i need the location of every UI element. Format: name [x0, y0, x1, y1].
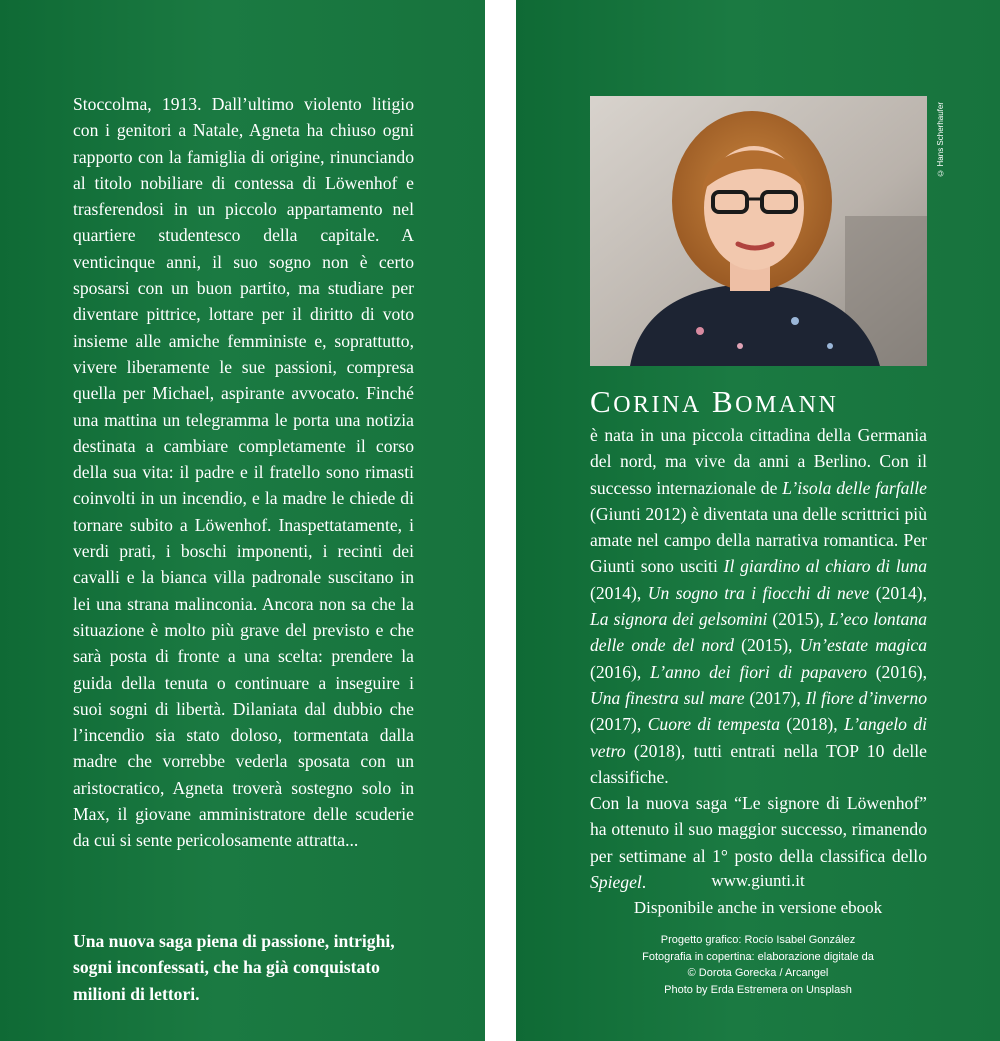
book-title: L’isola delle farfalle — [782, 477, 927, 498]
bio-text: (2018), tutti entrati nella TOP 10 delle classifiche. — [590, 740, 927, 787]
colophon-line: Fotografia in copertina: elaborazione digitale da — [642, 950, 874, 963]
book-title: Un sogno tra i fiocchi di neve — [647, 582, 870, 603]
bio-text: (2016), — [590, 661, 651, 682]
book-title: L’angelo di vetro — [590, 714, 927, 761]
author-first-rest: ORINA — [613, 392, 702, 418]
book-title: Un’estate magica — [799, 635, 928, 656]
photo-credit: © Hans Scherhaufer — [936, 102, 945, 178]
left-flap — [0, 0, 485, 1041]
author-bio — [590, 422, 927, 895]
publisher-website[interactable]: www.giunti.it — [711, 871, 805, 890]
bio-text: (2015), — [767, 609, 829, 630]
colophon-line: Progetto grafico: Rocío Isabel González — [660, 934, 856, 946]
tagline-text: Una nuova saga piena di passione, intrighi, sogni inconfessati, che ha già conquistato milioni di lettori. — [73, 931, 395, 1004]
book-title: Il fiore d’inverno — [805, 687, 927, 708]
bio-text: (2017), — [590, 714, 648, 735]
bio-text: è nata in una piccola cittadina della Germania del nord, ma vive da anni a Berlino. Con il successo internazionale de — [590, 425, 927, 498]
author-portrait-illustration — [590, 96, 927, 366]
bio-text: (2014), — [590, 582, 648, 603]
bio-text: (2015), — [733, 635, 800, 656]
author-first-initial: C — [590, 384, 614, 419]
book-title: Spiegel — [590, 872, 642, 893]
bio-paragraph-1 — [590, 422, 927, 790]
author-photo — [590, 96, 927, 366]
book-title: Una finestra sul mare — [590, 687, 745, 708]
book-title: La signora dei gelsomini — [590, 609, 768, 630]
bio-text: (2017), — [744, 687, 806, 708]
bio-text: (2016), — [866, 661, 927, 682]
bio-text: (2014), — [869, 582, 928, 603]
book-title: Cuore di tempesta — [647, 714, 780, 735]
colophon-line: © Dorota Gorecka / Arcangel — [687, 967, 829, 979]
book-title: L’eco lontana delle onde del nord — [590, 609, 927, 656]
synopsis-text: Stoccolma, 1913. Dall’ultimo violento litigio con i genitori a Natale, Agneta ha chiuso ogni rapporto con la famiglia di origine, rinunciando al titolo nobiliare di contessa di Löwenhof e trasferendosi in un piccolo appartamento nel quartiere studentesco della capitale. A venticinque anni, il suo sogno non è certo sposarsi con un buon partito, ma studiare per diventare pittrice, lottare per il diritto di voto insieme alle amiche femministe e, soprattutto, vivere liberamente le sue passioni, compresa quella per Michael, aspirante avvocato. Finché una mattina un telegramma le porta una notizia destinata a cambiare completamente il corso della sua vita: il padre e il fratello sono rimasti coinvolti in un incendio, e la madre le chiede di tornare subito a Löwenhof. Inaspettatamente, i verdi prati, i boschi imponenti, i recinti dei cavalli e la bianca villa padronale suscitano in lei una strana malinconia. Ancora non sa che la situazione è molto più grave del previsto e che sarà posta di fronte a una scelta: prendere la guida della tenuta o continuare a inseguire i suoi sogni di libertà. Dilaniata dal dubbio che l’incendio sia stato doloso, tormentata dalla madre che vorrebbe vederla sposata con un aristocratico, Agneta troverà sostegno solo in Max, il giovane amministratore delle scuderie da cui si sente pericolosamente attratta... — [73, 94, 414, 851]
bio-text: Con la nuova saga “Le signore di Löwenhof” ha ottenuto il suo maggior successo, rimanendo per settimane al 1° posto della classifica dello — [590, 793, 927, 866]
bio-text: . — [641, 872, 647, 893]
colophon-line: Photo by Erda Estremera on Unsplash — [664, 983, 852, 996]
right-flap — [516, 0, 1000, 1041]
bio-text: (Giunti 2012) è diventata una delle scrittrici più amate nel campo della narrativa romantica. Per Giunti sono usciti — [590, 503, 927, 577]
bio-text: (2018), — [780, 714, 845, 735]
author-name — [590, 384, 950, 420]
author-last-rest: OMANN — [735, 392, 839, 418]
ebook-availability-note: Disponibile anche in versione ebook — [633, 898, 883, 917]
book-title: Il giardino al chiaro di luna — [723, 556, 928, 577]
author-last-initial: B — [711, 384, 736, 419]
colophon — [516, 932, 1000, 998]
book-title: L’anno dei fiori di papavero — [650, 661, 867, 682]
